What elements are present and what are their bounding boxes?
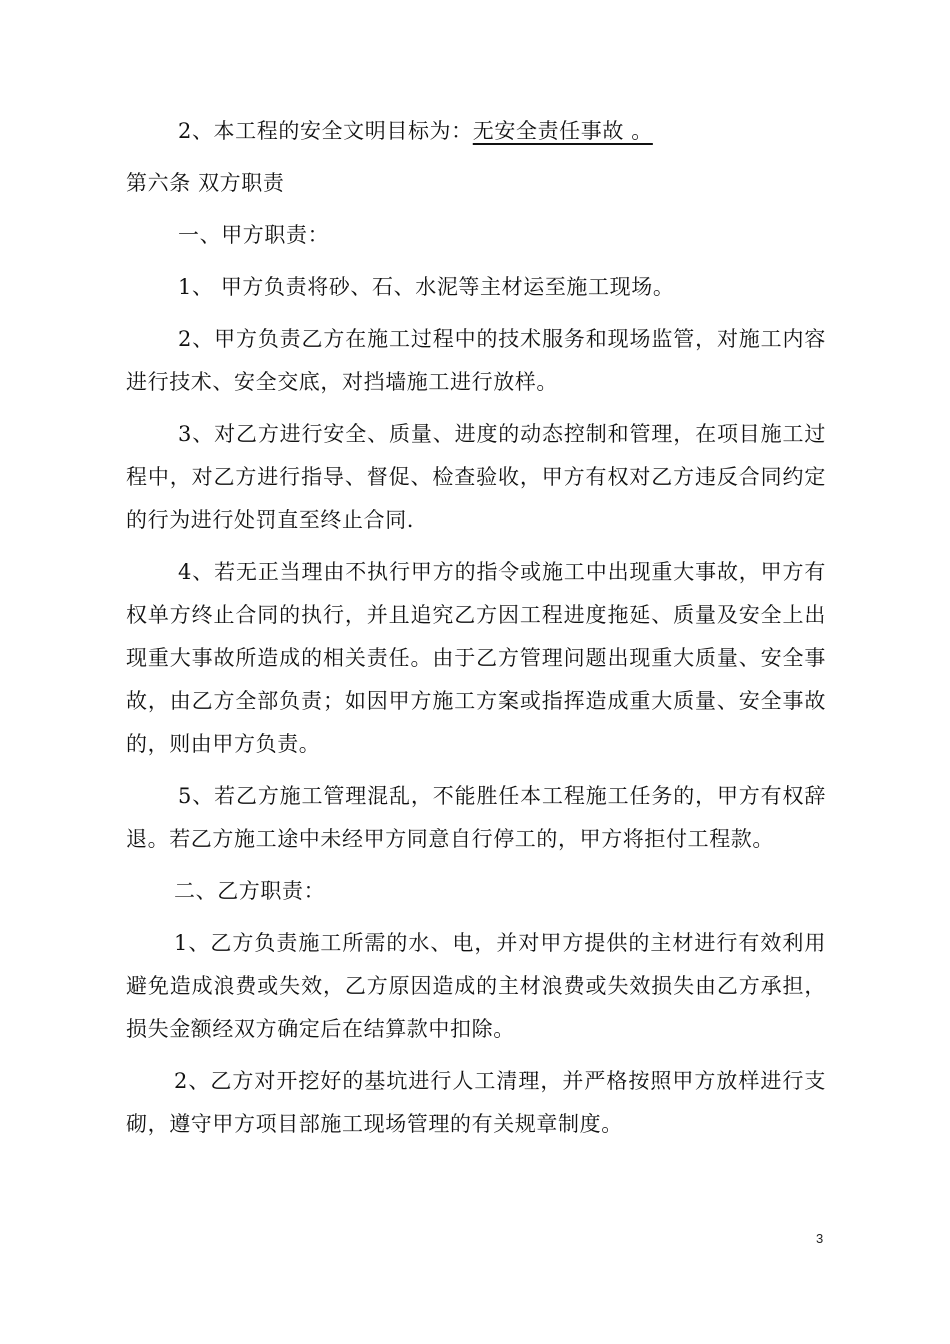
page-number: 3 xyxy=(816,1231,824,1246)
heading-text: 二、乙方职责： xyxy=(174,879,326,903)
paragraph-party-b-1 xyxy=(126,922,826,1051)
paragraph-text: 1、 甲方负责将砂、石、水泥等主材运至施工现场。 xyxy=(178,275,675,299)
paragraph-safety-goal xyxy=(126,110,826,153)
paragraph-party-a-4 xyxy=(126,551,826,766)
document-body xyxy=(126,110,826,1146)
paragraph-party-a-5 xyxy=(126,775,826,861)
paragraph-text: 2、本工程的安全文明目标为： xyxy=(178,119,473,143)
heading-text: 第六条 双方职责 xyxy=(126,171,285,195)
paragraph-party-b-2 xyxy=(126,1060,826,1146)
paragraph-party-a-2 xyxy=(126,318,826,404)
paragraph-text: 1、乙方负责施工所需的水、电，并对甲方提供的主材进行有效利用避免造成浪费或失效，乙方原因造成的主材浪费或失效损失由乙方承担，损失金额经双方确定后在结算款中扣除。 xyxy=(126,931,826,1041)
party-b-duties-heading xyxy=(126,870,826,913)
underlined-safety-target: 无安全责任事故 。 xyxy=(472,119,653,143)
paragraph-party-a-3 xyxy=(126,413,826,542)
paragraph-party-a-1 xyxy=(126,266,826,309)
paragraph-text: 2、乙方对开挖好的基坑进行人工清理，并严格按照甲方放样进行支砌，遵守甲方项目部施工现场管理的有关规章制度。 xyxy=(126,1069,826,1136)
paragraph-text: 4、若无正当理由不执行甲方的指令或施工中出现重大事故，甲方有权单方终止合同的执行，并且追究乙方因工程进度拖延、质量及安全上出现重大事故所造成的相关责任。由于乙方管理问题出现重大质量、安全事故，由乙方全部负责；如因甲方施工方案或指挥造成重大质量、安全事故的，则由甲方负责。 xyxy=(126,560,826,756)
party-a-duties-heading xyxy=(126,214,826,257)
article-six-heading xyxy=(126,162,826,205)
paragraph-text: 3、对乙方进行安全、质量、进度的动态控制和管理，在项目施工过程中，对乙方进行指导、督促、检查验收，甲方有权对乙方违反合同约定的行为进行处罚直至终止合同. xyxy=(126,422,826,532)
paragraph-text: 2、甲方负责乙方在施工过程中的技术服务和现场监管，对施工内容进行技术、安全交底，对挡墙施工进行放样。 xyxy=(126,327,826,394)
heading-text: 一、甲方职责： xyxy=(178,223,330,247)
paragraph-text: 5、若乙方施工管理混乱，不能胜任本工程施工任务的，甲方有权辞退。若乙方施工途中未经甲方同意自行停工的，甲方将拒付工程款。 xyxy=(126,784,826,851)
